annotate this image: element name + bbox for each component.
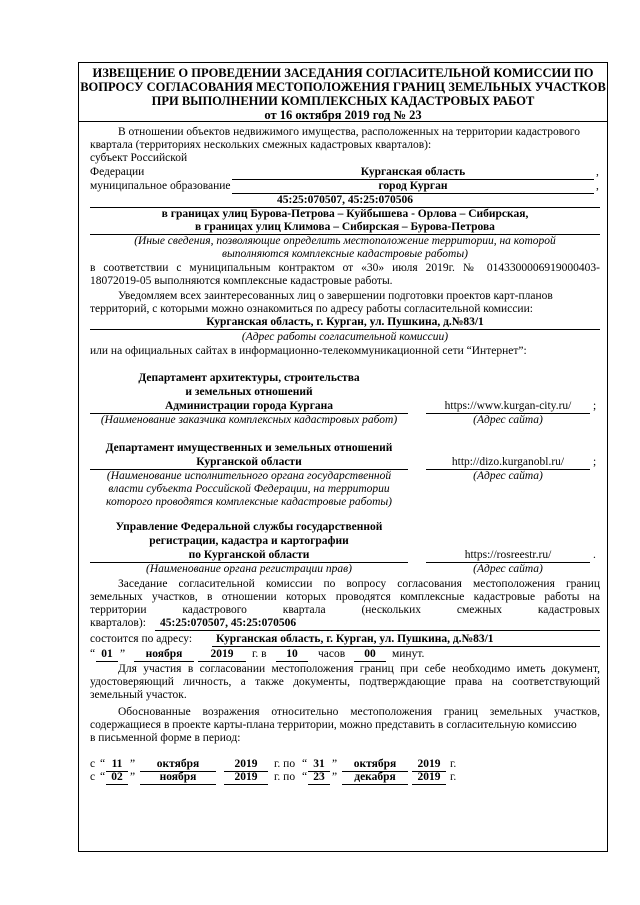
- period-2-start-year: 2019: [234, 771, 258, 783]
- contract-line-1: в соответствии с муниципальным контрактом от «30» июля 2019г. № 0143300006919000403-: [90, 262, 600, 274]
- meeting-year: 2019: [210, 648, 234, 660]
- title-line-3: ПРИ ВЫПОЛНЕНИИ КОМПЛЕКСНЫХ КАДАСТРОВЫХ РАБОТ: [151, 94, 535, 108]
- municipal-label: муниципальное образование: [90, 180, 231, 192]
- org2-caption-2: власти субъекта Российской Федерации, на территории: [108, 483, 390, 495]
- period-2-start-month: ноября: [159, 771, 197, 783]
- notice-date: от 16 октября 2019 год № 23: [264, 108, 422, 122]
- participation-line-1: Для участия в согласовании местоположения границ при себе необходимо иметь документ,: [118, 663, 600, 675]
- org2-name-1: Департамент имущественных и земельных отношений: [105, 442, 393, 454]
- meeting-quarters-label: кварталов):: [90, 617, 146, 629]
- org3-name-1: Управление Федеральной службы государственной: [115, 521, 383, 533]
- period-1-end-year: 2019: [417, 758, 441, 770]
- meeting-line-3: территории кадастрового квартала (нескольких смежных кадастровых: [90, 604, 600, 616]
- participation-line-2: удостоверяющий личность, а также документы, подтверждающие права на соответствующий: [90, 676, 600, 688]
- bounds-line-1: в границах улиц Бурова-Петрова – Куйбышева - Орлова – Сибирская,: [161, 208, 529, 220]
- org3-site[interactable]: https://rosreestr.ru/: [464, 549, 552, 561]
- meeting-line-2: земельных участков, в отношении которых проводятся комплексные кадастровые работы на: [90, 591, 600, 603]
- org1-site-caption: (Адрес сайта): [473, 414, 543, 426]
- other-info-caption-2: выполняются комплексные кадастровые работы): [222, 248, 468, 260]
- period-1-start-year: 2019: [234, 758, 258, 770]
- notice-line-1: Уведомляем всех заинтересованных лиц о завершении подготовки проектов карт-планов: [118, 290, 553, 302]
- subject-value: Курганская область: [360, 166, 466, 178]
- subject-label-1: субъект Российской: [90, 152, 188, 164]
- period-1-end-day: 31: [313, 758, 325, 770]
- bounds-line-2: в границах улиц Климова – Сибирская – Бурова-Петрова: [195, 221, 495, 233]
- period-1-end-month: октября: [353, 758, 397, 770]
- header-divider: [78, 121, 608, 122]
- subject-label-2: Федерации: [90, 166, 145, 178]
- other-info-caption-1: (Иные сведения, позволяющие определить местоположение территории, на которой: [134, 235, 556, 247]
- intro-line-2: квартала (территориях нескольких смежных кадастровых кварталов):: [90, 139, 432, 151]
- period-2-end-year: 2019: [417, 771, 441, 783]
- org2-site-caption: (Адрес сайта): [473, 470, 543, 482]
- title-line-2: ВОПРОСУ СОГЛАСОВАНИЯ МЕСТОПОЛОЖЕНИЯ ГРАНИЦ ЗЕМЕЛЬНЫХ УЧАСТКОВ: [80, 80, 606, 94]
- period-1-start-month: октября: [156, 758, 200, 770]
- web-line: или на официальных сайтах в информационно-телекоммуникационной сети “Интернет”:: [90, 345, 527, 357]
- period-2-end-month: декабря: [354, 771, 396, 783]
- org1-name-2: и земельных отношений: [185, 386, 313, 398]
- meeting-address-underline: [212, 646, 600, 647]
- org2-caption-1: (Наименование исполнительного органа государственной: [106, 470, 392, 482]
- meeting-line-1: Заседание согласительной комиссии по вопросу согласования местоположения границ: [118, 578, 600, 590]
- meeting-quarters: 45:25:070507, 45:25:070506: [160, 617, 297, 629]
- org3-site-caption: (Адрес сайта): [473, 563, 543, 575]
- commission-address-caption: (Адрес работы согласительной комиссии): [241, 331, 449, 343]
- meeting-address: Курганская область, г. Курган, ул. Пушкина, д.№83/1: [216, 633, 494, 645]
- meeting-quarters-underline: [155, 630, 600, 631]
- meeting-address-label: состоится по адресу:: [90, 633, 193, 645]
- participation-line-3: земельный участок.: [90, 689, 187, 701]
- org2-site[interactable]: http://dizo.kurganobl.ru/: [451, 456, 565, 468]
- org1-site[interactable]: https://www.kurgan-city.ru/: [444, 400, 572, 412]
- org1-caption: (Наименование заказчика комплексных кадастровых работ): [100, 414, 398, 426]
- org3-name-2: регистрации, кадастра и картографии: [149, 535, 349, 547]
- objections-line-2: содержащиеся в проекте карты-плана территории, можно представить в согласительную комиссию: [90, 719, 577, 731]
- title-line-1: ИЗВЕЩЕНИЕ О ПРОВЕДЕНИИ ЗАСЕДАНИЯ СОГЛАСИТЕЛЬНОЙ КОМИССИИ ПО: [92, 66, 594, 80]
- commission-address-underline: [90, 329, 600, 330]
- intro-line-1: В отношении объектов недвижимого имущества, расположенных на территории кадастрового: [118, 126, 580, 138]
- quarters: 45:25:070507, 45:25:070506: [276, 194, 414, 206]
- objections-line-1: Обоснованные возражения относительно местоположения границ земельных участков,: [118, 706, 600, 718]
- period-1-start-day: 11: [111, 758, 123, 770]
- meeting-day: 01: [101, 648, 113, 660]
- org3-caption: (Наименование органа регистрации прав): [146, 563, 352, 575]
- meeting-minute: 00: [364, 648, 376, 660]
- org3-name-3: по Курганской области: [188, 549, 310, 561]
- meeting-month: ноября: [145, 648, 183, 660]
- org2-caption-3: которого проводятся комплексные кадастровые работы): [106, 496, 392, 508]
- commission-address: Курганская область, г. Курган, ул. Пушкина, д.№83/1: [206, 316, 484, 328]
- period-2-start-day: 02: [111, 771, 123, 783]
- org1-name-1: Департамент архитектуры, строительства: [138, 372, 360, 384]
- period-2-end-day: 23: [313, 771, 325, 783]
- objections-line-3: в письменной форме в период:: [90, 732, 241, 744]
- meeting-hour: 10: [286, 648, 298, 660]
- municipal-value: город Курган: [378, 180, 448, 192]
- org2-name-2: Курганской области: [196, 456, 302, 468]
- org1-name-3: Администрации города Кургана: [164, 400, 334, 412]
- contract-line-2: 18072019-05 выполняются комплексные кадастровые работы.: [90, 275, 393, 287]
- notice-line-2: территорий, с которыми можно ознакомиться по адресу работы согласительной комиссии:: [90, 303, 533, 315]
